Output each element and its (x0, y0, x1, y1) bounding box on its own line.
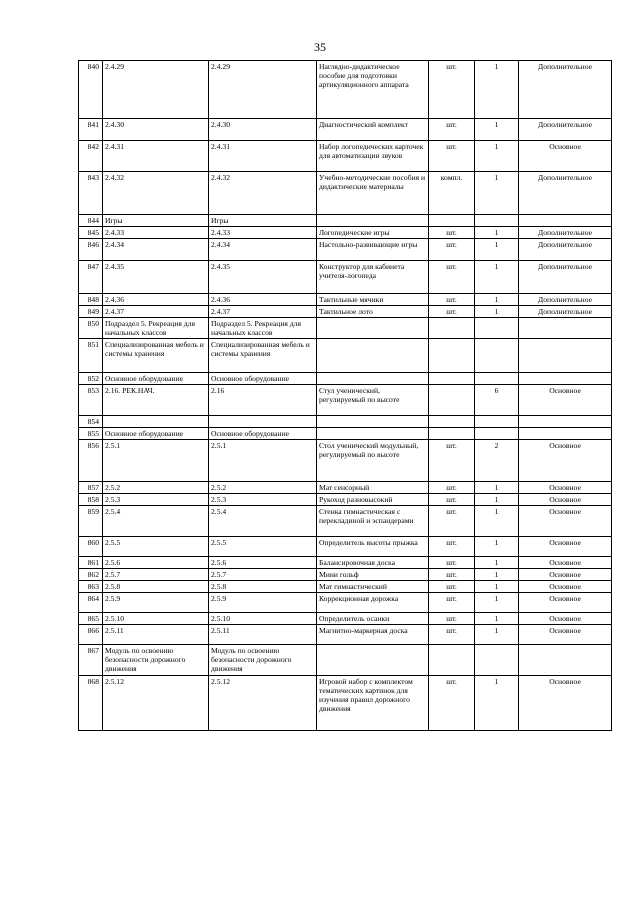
row-number-cell: 850 (79, 318, 103, 339)
category-cell: Дополнительное (519, 306, 612, 318)
category-cell: Основное (519, 141, 612, 172)
category-cell (519, 339, 612, 373)
quantity-cell: 1 (475, 494, 519, 506)
table-row (79, 227, 612, 239)
row-number-cell: 846 (79, 239, 103, 261)
category-cell: Дополнительное (519, 239, 612, 261)
item-name-cell: Тактильное лото (317, 306, 429, 318)
category-cell: Основное (519, 482, 612, 494)
row-number-cell: 854 (79, 416, 103, 428)
table-row (79, 215, 612, 227)
row-number-cell: 849 (79, 306, 103, 318)
row-number-cell: 866 (79, 625, 103, 645)
table-row (79, 569, 612, 581)
code-a-cell: Модуль по освоению безопасности дорожного движения (103, 645, 209, 676)
code-a-cell: Основное оборудование (103, 373, 209, 385)
unit-cell (429, 215, 475, 227)
table-row (79, 482, 612, 494)
code-a-cell: 2.4.31 (103, 141, 209, 172)
row-number-cell: 865 (79, 613, 103, 625)
code-a-cell: 2.5.9 (103, 593, 209, 613)
code-b-cell: 2.5.8 (209, 581, 317, 593)
code-a-cell: 2.4.29 (103, 61, 209, 119)
table-row (79, 557, 612, 569)
category-cell (519, 373, 612, 385)
quantity-cell: 1 (475, 239, 519, 261)
code-a-cell: Подраздел 5. Рекреация для начальных классов (103, 318, 209, 339)
item-name-cell: Настольно-развивающие игры (317, 239, 429, 261)
quantity-cell: 1 (475, 172, 519, 215)
table-row (79, 581, 612, 593)
code-b-cell: Специализированная мебель и системы хранения (209, 339, 317, 373)
table-row (79, 676, 612, 731)
quantity-cell: 1 (475, 227, 519, 239)
code-b-cell: 2.5.9 (209, 593, 317, 613)
category-cell: Основное (519, 494, 612, 506)
quantity-cell (475, 416, 519, 428)
row-number-cell: 842 (79, 141, 103, 172)
code-a-cell: 2.5.1 (103, 440, 209, 482)
category-cell: Дополнительное (519, 172, 612, 215)
item-name-cell: Рукоход разновысокий (317, 494, 429, 506)
code-a-cell: 2.16. РЕК.НАЧ. (103, 385, 209, 416)
row-number-cell: 856 (79, 440, 103, 482)
table-row (79, 494, 612, 506)
code-a-cell: 2.4.34 (103, 239, 209, 261)
code-b-cell: Игры (209, 215, 317, 227)
row-number-cell: 857 (79, 482, 103, 494)
category-cell (519, 645, 612, 676)
code-a-cell: 2.5.12 (103, 676, 209, 731)
code-b-cell: 2.5.3 (209, 494, 317, 506)
unit-cell (429, 373, 475, 385)
unit-cell: шт. (429, 557, 475, 569)
table-row (79, 141, 612, 172)
table-row (79, 428, 612, 440)
table-row (79, 593, 612, 613)
row-number-cell: 844 (79, 215, 103, 227)
category-cell: Дополнительное (519, 61, 612, 119)
unit-cell: шт. (429, 306, 475, 318)
row-number-cell: 868 (79, 676, 103, 731)
unit-cell: шт. (429, 494, 475, 506)
code-a-cell: Основное оборудование (103, 428, 209, 440)
row-number-cell: 864 (79, 593, 103, 613)
item-name-cell: Стенка гимнастическая с перекладиной и эспандерами (317, 506, 429, 537)
code-b-cell: 2.5.1 (209, 440, 317, 482)
category-cell (519, 428, 612, 440)
row-number-cell: 841 (79, 119, 103, 141)
table-row (79, 61, 612, 119)
quantity-cell: 1 (475, 593, 519, 613)
unit-cell: шт. (429, 261, 475, 294)
item-name-cell: Конструктор для кабинета учителя-логопеда (317, 261, 429, 294)
quantity-cell: 1 (475, 676, 519, 731)
code-b-cell: 2.5.11 (209, 625, 317, 645)
code-a-cell: 2.4.30 (103, 119, 209, 141)
item-name-cell (317, 339, 429, 373)
quantity-cell: 1 (475, 569, 519, 581)
quantity-cell: 1 (475, 141, 519, 172)
category-cell: Дополнительное (519, 294, 612, 306)
unit-cell: шт. (429, 625, 475, 645)
table-row (79, 440, 612, 482)
row-number-cell: 858 (79, 494, 103, 506)
code-a-cell: 2.5.4 (103, 506, 209, 537)
item-name-cell: Мат гимнастический (317, 581, 429, 593)
unit-cell: компл. (429, 172, 475, 215)
unit-cell: шт. (429, 581, 475, 593)
item-name-cell: Мат сенсорный (317, 482, 429, 494)
item-name-cell: Наглядно-дидактическое пособие для подготовки артикуляционного аппарата (317, 61, 429, 119)
item-name-cell: Коррекционная дорожка (317, 593, 429, 613)
category-cell (519, 215, 612, 227)
quantity-cell: 1 (475, 537, 519, 557)
code-b-cell: 2.5.7 (209, 569, 317, 581)
code-b-cell: 2.4.29 (209, 61, 317, 119)
quantity-cell: 2 (475, 440, 519, 482)
row-number-cell: 860 (79, 537, 103, 557)
code-b-cell: 2.4.32 (209, 172, 317, 215)
code-b-cell: 2.4.33 (209, 227, 317, 239)
category-cell: Основное (519, 593, 612, 613)
code-a-cell: 2.5.5 (103, 537, 209, 557)
quantity-cell (475, 645, 519, 676)
quantity-cell: 1 (475, 261, 519, 294)
category-cell: Дополнительное (519, 227, 612, 239)
quantity-cell: 1 (475, 306, 519, 318)
quantity-cell: 6 (475, 385, 519, 416)
code-b-cell: Основное оборудование (209, 428, 317, 440)
code-b-cell: 2.5.6 (209, 557, 317, 569)
unit-cell: шт. (429, 440, 475, 482)
category-cell: Дополнительное (519, 119, 612, 141)
unit-cell (429, 428, 475, 440)
category-cell: Основное (519, 613, 612, 625)
unit-cell (429, 318, 475, 339)
unit-cell (429, 416, 475, 428)
unit-cell: шт. (429, 593, 475, 613)
code-b-cell: 2.5.4 (209, 506, 317, 537)
item-name-cell: Логопедические игры (317, 227, 429, 239)
category-cell: Основное (519, 569, 612, 581)
code-a-cell: 2.5.8 (103, 581, 209, 593)
code-a-cell: Специализированная мебель и системы хранения (103, 339, 209, 373)
code-a-cell: 2.4.32 (103, 172, 209, 215)
quantity-cell: 1 (475, 482, 519, 494)
code-a-cell: Игры (103, 215, 209, 227)
quantity-cell (475, 318, 519, 339)
code-a-cell: 2.5.6 (103, 557, 209, 569)
table-row (79, 318, 612, 339)
row-number-cell: 843 (79, 172, 103, 215)
code-b-cell: Основное оборудование (209, 373, 317, 385)
code-b-cell: 2.4.35 (209, 261, 317, 294)
row-number-cell: 861 (79, 557, 103, 569)
code-b-cell: 2.4.36 (209, 294, 317, 306)
table-row (79, 172, 612, 215)
row-number-cell: 853 (79, 385, 103, 416)
table-row (79, 416, 612, 428)
item-name-cell: Определитель высоты прыжка (317, 537, 429, 557)
quantity-cell: 1 (475, 506, 519, 537)
equipment-table (78, 60, 612, 731)
row-number-cell: 845 (79, 227, 103, 239)
quantity-cell: 1 (475, 61, 519, 119)
code-a-cell: 2.5.10 (103, 613, 209, 625)
code-b-cell: 2.4.30 (209, 119, 317, 141)
row-number-cell: 847 (79, 261, 103, 294)
row-number-cell: 852 (79, 373, 103, 385)
table-row (79, 537, 612, 557)
category-cell: Основное (519, 676, 612, 731)
item-name-cell (317, 645, 429, 676)
unit-cell: шт. (429, 676, 475, 731)
table-row (79, 294, 612, 306)
table-row (79, 625, 612, 645)
code-a-cell: 2.4.33 (103, 227, 209, 239)
code-b-cell: 2.5.12 (209, 676, 317, 731)
table-row (79, 645, 612, 676)
category-cell: Основное (519, 537, 612, 557)
unit-cell: шт. (429, 569, 475, 581)
quantity-cell: 1 (475, 119, 519, 141)
item-name-cell: Набор логопедических карточек для автоматизации звуков (317, 141, 429, 172)
category-cell: Основное (519, 581, 612, 593)
row-number-cell: 867 (79, 645, 103, 676)
table-row (79, 261, 612, 294)
unit-cell (429, 645, 475, 676)
code-a-cell: 2.5.11 (103, 625, 209, 645)
unit-cell: шт. (429, 482, 475, 494)
row-number-cell: 851 (79, 339, 103, 373)
item-name-cell: Диагностический комплект (317, 119, 429, 141)
table-row (79, 506, 612, 537)
unit-cell: шт. (429, 537, 475, 557)
quantity-cell: 1 (475, 294, 519, 306)
unit-cell: шт. (429, 294, 475, 306)
category-cell: Основное (519, 506, 612, 537)
item-name-cell (317, 215, 429, 227)
code-b-cell (209, 416, 317, 428)
category-cell: Основное (519, 625, 612, 645)
quantity-cell (475, 215, 519, 227)
code-b-cell: 2.4.34 (209, 239, 317, 261)
item-name-cell (317, 318, 429, 339)
row-number-cell: 863 (79, 581, 103, 593)
item-name-cell: Магнитно-маркерная доска (317, 625, 429, 645)
code-a-cell (103, 416, 209, 428)
item-name-cell: Игровой набор с комплектом тематических картинок для изучения правил дорожного движения (317, 676, 429, 731)
code-a-cell: 2.4.36 (103, 294, 209, 306)
unit-cell (429, 339, 475, 373)
item-name-cell: Определитель осанки (317, 613, 429, 625)
table-row (79, 306, 612, 318)
quantity-cell: 1 (475, 613, 519, 625)
row-number-cell: 848 (79, 294, 103, 306)
quantity-cell (475, 373, 519, 385)
unit-cell: шт. (429, 141, 475, 172)
table-row (79, 613, 612, 625)
code-b-cell: 2.5.5 (209, 537, 317, 557)
table-row (79, 385, 612, 416)
item-name-cell (317, 373, 429, 385)
item-name-cell (317, 428, 429, 440)
unit-cell: шт. (429, 613, 475, 625)
category-cell (519, 416, 612, 428)
code-b-cell: 2.4.37 (209, 306, 317, 318)
code-a-cell: 2.5.3 (103, 494, 209, 506)
code-b-cell: 2.5.10 (209, 613, 317, 625)
code-b-cell: Подраздел 5. Рекреация для начальных классов (209, 318, 317, 339)
code-a-cell: 2.4.35 (103, 261, 209, 294)
row-number-cell: 859 (79, 506, 103, 537)
code-b-cell: Модуль по освоению безопасности дорожного движения (209, 645, 317, 676)
quantity-cell: 1 (475, 625, 519, 645)
table-row (79, 339, 612, 373)
code-a-cell: 2.4.37 (103, 306, 209, 318)
code-b-cell: 2.16 (209, 385, 317, 416)
row-number-cell: 862 (79, 569, 103, 581)
code-b-cell: 2.4.31 (209, 141, 317, 172)
category-cell: Основное (519, 440, 612, 482)
category-cell: Основное (519, 557, 612, 569)
item-name-cell: Балансировочная доска (317, 557, 429, 569)
table-row (79, 239, 612, 261)
item-name-cell (317, 416, 429, 428)
code-a-cell: 2.5.7 (103, 569, 209, 581)
quantity-cell (475, 428, 519, 440)
row-number-cell: 840 (79, 61, 103, 119)
unit-cell: шт. (429, 61, 475, 119)
unit-cell: шт. (429, 119, 475, 141)
category-cell: Дополнительное (519, 261, 612, 294)
quantity-cell: 1 (475, 557, 519, 569)
item-name-cell: Стул ученический, регулируемый по высоте (317, 385, 429, 416)
category-cell: Основное (519, 385, 612, 416)
item-name-cell: Учебно-методические пособия и дидактические материалы (317, 172, 429, 215)
row-number-cell: 855 (79, 428, 103, 440)
unit-cell: шт. (429, 227, 475, 239)
quantity-cell: 1 (475, 581, 519, 593)
table-row (79, 373, 612, 385)
category-cell (519, 318, 612, 339)
page-number: 35 (314, 40, 326, 54)
code-b-cell: 2.5.2 (209, 482, 317, 494)
code-a-cell: 2.5.2 (103, 482, 209, 494)
item-name-cell: Стол ученический модульный, регулируемый по высоте (317, 440, 429, 482)
unit-cell: шт. (429, 506, 475, 537)
unit-cell (429, 385, 475, 416)
item-name-cell: Мини гольф (317, 569, 429, 581)
unit-cell: шт. (429, 239, 475, 261)
table-row (79, 119, 612, 141)
item-name-cell: Тактильные мячики (317, 294, 429, 306)
quantity-cell (475, 339, 519, 373)
